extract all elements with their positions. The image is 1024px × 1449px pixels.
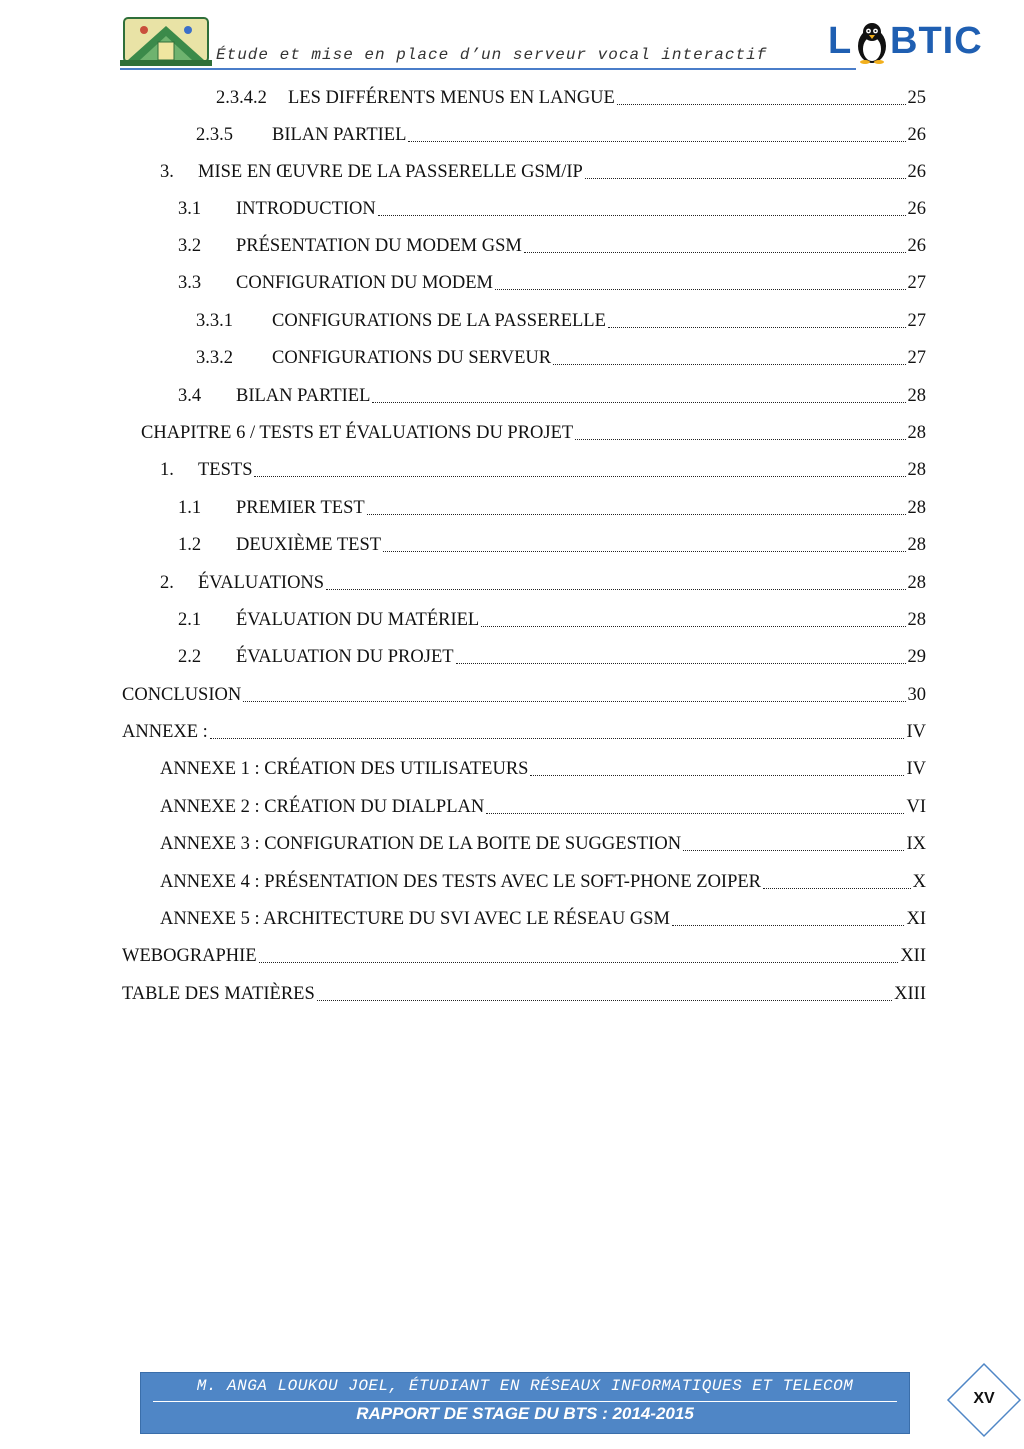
toc-entry-number: 3.1 <box>178 199 202 219</box>
toc-entry[interactable] <box>160 906 926 932</box>
toc-entry[interactable] <box>160 159 926 185</box>
toc-entry-number: 1.2 <box>178 535 202 555</box>
logo-letters-btic: BTIC <box>890 20 983 62</box>
toc-entry[interactable] <box>160 756 926 782</box>
toc-entry-number: 3.4 <box>178 386 202 406</box>
toc-entry-page: 26 <box>907 125 926 145</box>
toc-entry-title: PREMIER TEST <box>236 498 365 518</box>
toc-leader-dots <box>553 364 905 365</box>
toc-entry-title: BILAN PARTIEL <box>236 386 371 406</box>
toc-entry-page: 27 <box>907 348 926 368</box>
toc-entry[interactable] <box>141 420 926 446</box>
toc-entry-title: ÉVALUATIONS <box>198 573 325 593</box>
toc-entry-number: 1. <box>160 460 174 480</box>
toc-entry[interactable] <box>122 943 926 969</box>
toc-entry-page: 28 <box>907 460 926 480</box>
toc-entry-title: ÉVALUATION DU PROJET <box>236 647 454 667</box>
penguin-icon <box>854 20 890 64</box>
footer-report-title: RAPPORT DE STAGE DU BTS : 2014-2015 <box>356 1404 694 1423</box>
toc-entry-page: 28 <box>907 498 926 518</box>
toc-leader-dots <box>408 141 905 142</box>
toc-leader-dots <box>317 1000 892 1001</box>
toc-entry-title: ANNEXE 1 : CRÉATION DES UTILISATEURS <box>160 759 529 779</box>
logo-letter-l: L <box>828 20 853 62</box>
toc-entry-page: 27 <box>907 273 926 293</box>
toc-entry-title: ANNEXE 5 : ARCHITECTURE DU SVI AVEC LE RÉSEAU GSM <box>160 909 670 929</box>
toc-leader-dots <box>378 215 906 216</box>
toc-entry[interactable] <box>160 869 926 895</box>
toc-entry-page: XIII <box>894 984 926 1004</box>
toc-entry-page: IX <box>906 834 926 854</box>
toc-entry-title: WEBOGRAPHIE <box>122 946 257 966</box>
toc-entry-page: 28 <box>907 423 926 443</box>
toc-leader-dots <box>672 925 904 926</box>
toc-entry-page: X <box>912 872 926 892</box>
toc-entry-number: 2. <box>160 573 174 593</box>
toc-entry-title: TABLE DES MATIÈRES <box>122 984 315 1004</box>
toc-entry-number: 3.3.2 <box>196 348 233 368</box>
toc-entry-number: 2.1 <box>178 610 202 630</box>
school-logo-icon <box>118 14 214 70</box>
toc-entry-title: TESTS <box>198 460 253 480</box>
toc-entry[interactable] <box>178 233 926 259</box>
toc-entry-page: VI <box>906 797 926 817</box>
toc-leader-dots <box>495 289 906 290</box>
toc-entry[interactable] <box>178 383 926 409</box>
toc-entry-page: XI <box>906 909 926 929</box>
toc-entry[interactable] <box>160 570 926 596</box>
toc-entry-page: 28 <box>907 610 926 630</box>
toc-entry[interactable] <box>160 794 926 820</box>
toc-leader-dots <box>372 402 905 403</box>
toc-entry-page: 28 <box>907 573 926 593</box>
toc-entry-title: ÉVALUATION DU MATÉRIEL <box>236 610 480 630</box>
toc-entry-page: 30 <box>907 685 926 705</box>
toc-entry-number: 3. <box>160 162 174 182</box>
toc-entry-number: 2.3.5 <box>196 125 233 145</box>
toc-leader-dots <box>486 813 904 814</box>
footer-rule <box>153 1401 897 1402</box>
toc-entry-title: ANNEXE 4 : PRÉSENTATION DES TESTS AVEC LE SOFT-PHONE ZOIPER <box>160 872 762 892</box>
toc-entry-page: IV <box>906 759 926 779</box>
toc-leader-dots <box>575 439 905 440</box>
page-header <box>0 0 1024 80</box>
toc-entry[interactable] <box>122 981 926 1007</box>
toc-entry[interactable] <box>216 85 926 111</box>
labtic-logo <box>824 18 984 66</box>
toc-entry-number: 3.3 <box>178 273 202 293</box>
toc-entry-title: LES DIFFÉRENTS MENUS EN LANGUE <box>288 88 615 108</box>
toc-entry[interactable] <box>178 196 926 222</box>
toc-entry-title: DEUXIÈME TEST <box>236 535 382 555</box>
toc-entry-title: ANNEXE 3 : CONFIGURATION DE LA BOITE DE SUGGESTION <box>160 834 682 854</box>
toc-leader-dots <box>683 850 904 851</box>
toc-entry[interactable] <box>196 122 926 148</box>
toc-entry[interactable] <box>122 682 926 708</box>
toc-entry-title: INTRODUCTION <box>236 199 376 219</box>
toc-entry[interactable] <box>196 308 926 334</box>
toc-entry-title: BILAN PARTIEL <box>272 125 407 145</box>
page-number: XV <box>973 1390 995 1407</box>
toc-entry-title: PRÉSENTATION DU MODEM GSM <box>236 236 522 256</box>
toc-leader-dots <box>524 252 906 253</box>
toc-entry-page: 28 <box>907 386 926 406</box>
toc-leader-dots <box>763 888 911 889</box>
toc-entry-page: 26 <box>907 162 926 182</box>
toc-entry-page: 26 <box>907 236 926 256</box>
toc-leader-dots <box>367 514 906 515</box>
toc-leader-dots <box>585 178 906 179</box>
toc-entry[interactable] <box>160 457 926 483</box>
header-rule <box>120 68 856 70</box>
toc-entry-page: XII <box>900 946 926 966</box>
toc-entry-title: CONFIGURATIONS DE LA PASSERELLE <box>272 311 606 331</box>
toc-entry[interactable] <box>178 270 926 296</box>
toc-entry-page: 26 <box>907 199 926 219</box>
toc-entry[interactable] <box>178 495 926 521</box>
toc-entry-number: 3.3.1 <box>196 311 233 331</box>
toc-leader-dots <box>530 775 904 776</box>
page-footer <box>140 1372 910 1434</box>
toc-entry-title: ANNEXE 2 : CRÉATION DU DIALPLAN <box>160 797 485 817</box>
header-title: Étude et mise en place d’un serveur vocal interactif <box>216 46 768 64</box>
toc-entry-page: 29 <box>907 647 926 667</box>
toc-leader-dots <box>243 701 905 702</box>
toc-entry-number: 2.3.4.2 <box>216 88 267 108</box>
toc-entry-page: 25 <box>907 88 926 108</box>
toc-leader-dots <box>383 551 905 552</box>
toc-entry-title: CONCLUSION <box>122 685 242 705</box>
toc-entry-number: 1.1 <box>178 498 202 518</box>
toc-entry-page: 27 <box>907 311 926 331</box>
toc-leader-dots <box>254 476 905 477</box>
toc-leader-dots <box>259 962 899 963</box>
toc-entry[interactable] <box>122 719 926 745</box>
toc-entry-page: IV <box>906 722 926 742</box>
toc-entry-title: CHAPITRE 6 / TESTS ET ÉVALUATIONS DU PROJET <box>141 423 574 443</box>
toc-entry-number: 3.2 <box>178 236 202 256</box>
toc-entry[interactable] <box>160 831 926 857</box>
toc-entry[interactable] <box>178 607 926 633</box>
toc-entry-title: CONFIGURATIONS DU SERVEUR <box>272 348 552 368</box>
toc-leader-dots <box>210 738 905 739</box>
toc-entry[interactable] <box>178 532 926 558</box>
toc-entry-title: MISE EN ŒUVRE DE LA PASSERELLE GSM/IP <box>198 162 583 182</box>
toc-entry-title: ANNEXE : <box>122 722 208 742</box>
toc-leader-dots <box>456 663 906 664</box>
toc-leader-dots <box>481 626 905 627</box>
toc-entry[interactable] <box>178 644 926 670</box>
footer-author: M. ANGA LOUKOU JOEL, ÉTUDIANT EN RÉSEAUX INFORMATIQUES ET TELECOM <box>196 1377 854 1395</box>
toc-leader-dots <box>608 327 906 328</box>
toc-entry-title: CONFIGURATION DU MODEM <box>236 273 493 293</box>
toc-entry-page: 28 <box>907 535 926 555</box>
toc-leader-dots <box>617 104 906 105</box>
toc-entry[interactable] <box>196 345 926 371</box>
toc-leader-dots <box>326 589 905 590</box>
toc-entry-number: 2.2 <box>178 647 202 667</box>
